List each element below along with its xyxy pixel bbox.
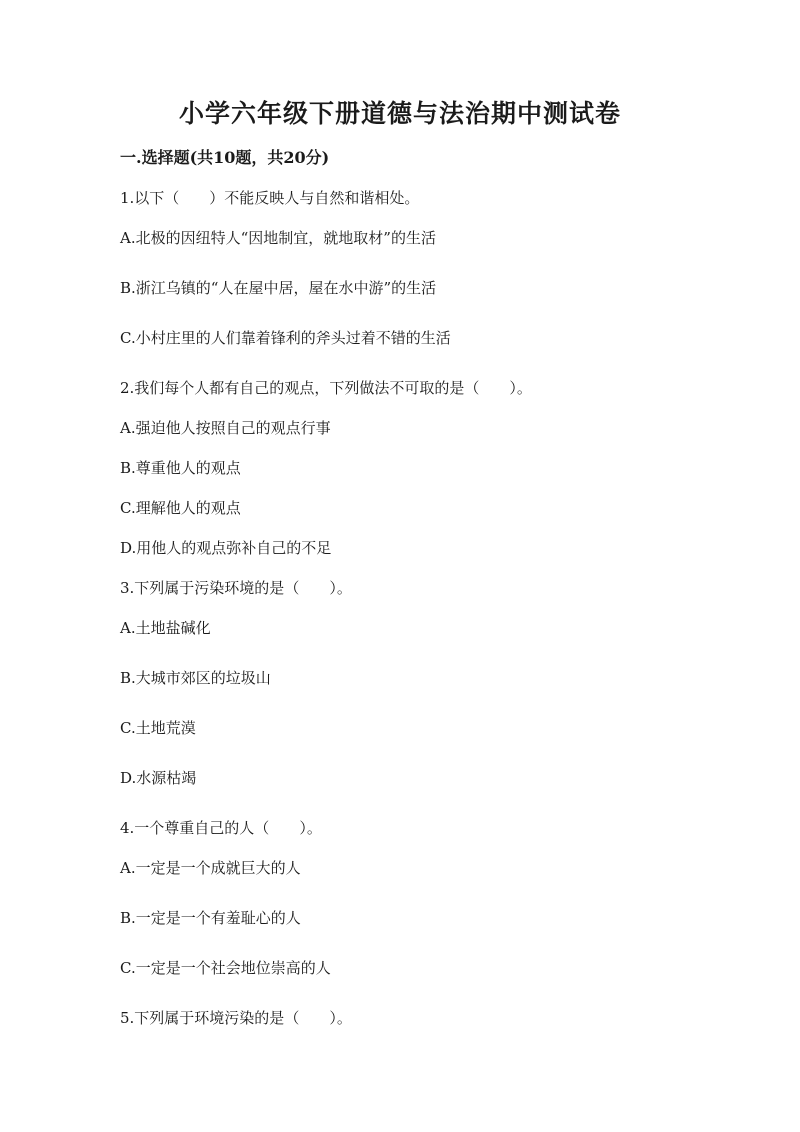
question-4-option-a: A.一定是一个成就巨大的人 (120, 859, 301, 877)
question-1-option-c: C.小村庄里的人们靠着锋利的斧头过着不错的生活 (120, 329, 451, 347)
question-4-option-c: C.一定是一个社会地位崇高的人 (120, 959, 331, 977)
question-5-stem: 5.下列属于环境污染的是（ ）。 (120, 1009, 352, 1027)
question-2-option-c: C.理解他人的观点 (120, 499, 241, 517)
question-3-stem: 3.下列属于污染环境的是（ ）。 (120, 579, 352, 597)
question-2-option-a: A.强迫他人按照自己的观点行事 (120, 419, 331, 437)
question-2-stem: 2.我们每个人都有自己的观点，下列做法不可取的是（ ）。 (120, 379, 532, 397)
question-3-option-a: A.土地盐碱化 (120, 619, 211, 637)
question-1-stem: 1.以下（ ）不能反映人与自然和谐相处。 (120, 189, 420, 207)
section-heading: 一.选择题(共10题，共20分) (120, 148, 330, 167)
question-1-option-a: A.北极的因纽特人“因地制宜，就地取材”的生活 (120, 229, 436, 247)
page-title: 小学六年级下册道德与法治期中测试卷 (178, 99, 621, 128)
question-3-option-c: C.土地荒漠 (120, 719, 196, 737)
question-3-option-d: D.水源枯竭 (120, 769, 197, 787)
question-3-option-b: B.大城市郊区的垃圾山 (120, 669, 271, 687)
question-1-option-b: B.浙江乌镇的“人在屋中居，屋在水中游”的生活 (120, 279, 437, 297)
question-2-option-d: D.用他人的观点弥补自己的不足 (120, 539, 332, 557)
question-4-option-b: B.一定是一个有羞耻心的人 (120, 909, 301, 927)
question-4-stem: 4.一个尊重自己的人（ ）。 (120, 819, 322, 837)
question-2-option-b: B.尊重他人的观点 (120, 459, 241, 477)
